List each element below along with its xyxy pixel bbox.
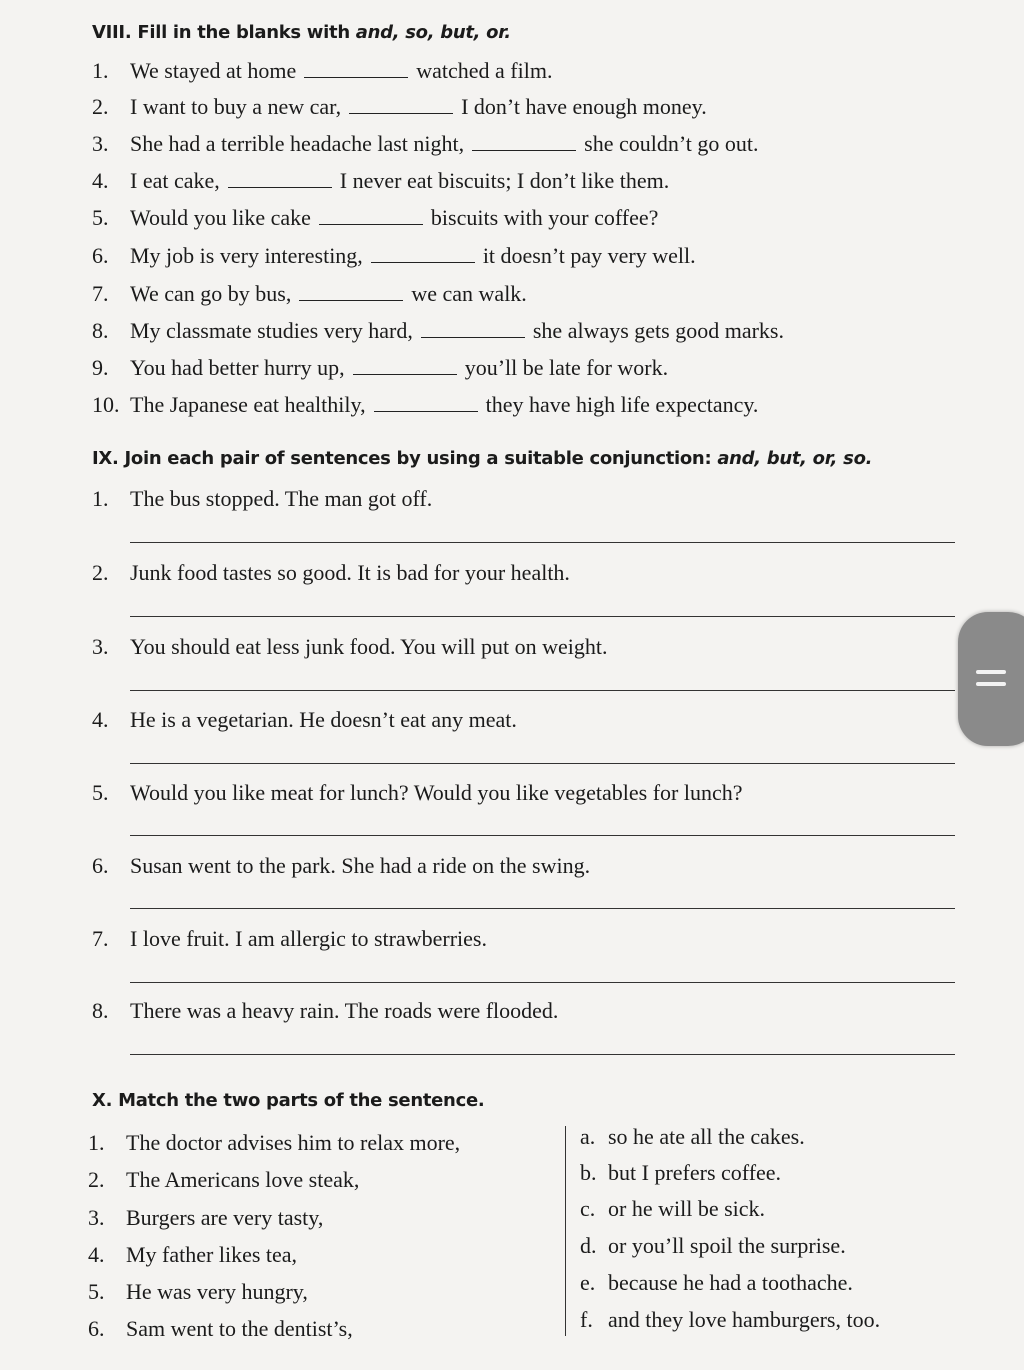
blank-field[interactable] bbox=[472, 132, 576, 151]
item-number: 5. bbox=[88, 1279, 105, 1304]
match-right-item bbox=[580, 1233, 846, 1259]
item-number: 3. bbox=[88, 1205, 105, 1230]
item-text-after: watched a film. bbox=[416, 58, 553, 83]
join-sentence-item bbox=[92, 998, 558, 1024]
fill-blank-item bbox=[92, 355, 668, 381]
join-sentence-item bbox=[92, 780, 743, 806]
item-text-before: I want to buy a new car, bbox=[130, 94, 342, 119]
item-number: 8. bbox=[92, 998, 109, 1023]
column-divider bbox=[565, 1126, 566, 1336]
match-left-item bbox=[88, 1242, 297, 1268]
blank-field[interactable] bbox=[319, 206, 423, 225]
blank-field[interactable] bbox=[371, 244, 475, 263]
answer-line[interactable] bbox=[130, 1054, 955, 1055]
section-8-heading-text: VIII. Fill in the blanks with bbox=[92, 22, 356, 43]
item-letter: f. bbox=[580, 1307, 593, 1332]
answer-line[interactable] bbox=[130, 763, 955, 764]
fill-blank-item bbox=[92, 318, 784, 344]
fill-blank-item bbox=[92, 281, 527, 307]
answer-line[interactable] bbox=[130, 982, 955, 983]
join-sentence-item bbox=[92, 634, 608, 660]
answer-line[interactable] bbox=[130, 542, 955, 543]
item-letter: a. bbox=[580, 1124, 596, 1149]
match-left-item bbox=[88, 1205, 323, 1231]
item-number: 4. bbox=[92, 707, 109, 732]
item-number: 1. bbox=[88, 1130, 105, 1155]
fill-blank-item bbox=[92, 168, 669, 194]
item-text: so he ate all the cakes. bbox=[608, 1124, 805, 1149]
item-text-after: she couldn’t go out. bbox=[584, 131, 759, 156]
item-text: There was a heavy rain. The roads were flooded. bbox=[130, 998, 559, 1023]
item-number: 5. bbox=[92, 780, 109, 805]
item-number: 1. bbox=[92, 58, 109, 83]
item-number: 5. bbox=[92, 205, 109, 230]
item-text-after: it doesn’t pay very well. bbox=[482, 243, 696, 268]
answer-line[interactable] bbox=[130, 616, 955, 617]
join-sentence-item bbox=[92, 560, 570, 586]
section-10-heading: X. Match the two parts of the sentence. bbox=[92, 1090, 485, 1111]
item-text-before: My classmate studies very hard, bbox=[130, 318, 413, 343]
match-right-item bbox=[580, 1124, 805, 1150]
item-text-before: She had a terrible headache last night, bbox=[130, 131, 465, 156]
item-text: or you’ll spoil the surprise. bbox=[608, 1233, 846, 1258]
item-letter: d. bbox=[580, 1233, 597, 1258]
blank-field[interactable] bbox=[349, 95, 453, 114]
item-text-before: My job is very interesting, bbox=[130, 243, 363, 268]
item-text: Junk food tastes so good. It is bad for your health. bbox=[130, 560, 570, 585]
item-number: 10. bbox=[92, 392, 120, 417]
item-text-before: We can go by bus, bbox=[130, 281, 292, 306]
item-number: 7. bbox=[92, 926, 109, 951]
item-text-after: I don’t have enough money. bbox=[461, 94, 707, 119]
item-text: Burgers are very tasty, bbox=[126, 1205, 324, 1230]
join-sentence-item bbox=[92, 853, 590, 879]
item-text-after: they have high life expectancy. bbox=[485, 392, 759, 417]
join-sentence-item bbox=[92, 707, 517, 733]
item-text: Sam went to the dentist’s, bbox=[126, 1316, 353, 1341]
item-number: 6. bbox=[88, 1316, 105, 1341]
item-text-after: biscuits with your coffee? bbox=[430, 205, 659, 230]
item-number: 8. bbox=[92, 318, 109, 343]
item-text-after: we can walk. bbox=[411, 281, 527, 306]
item-text: Would you like meat for lunch? Would you like vegetables for lunch? bbox=[130, 780, 743, 805]
item-text: The bus stopped. The man got off. bbox=[130, 486, 433, 511]
join-sentence-item bbox=[92, 926, 487, 952]
item-text: Susan went to the park. She had a ride on the swing. bbox=[130, 853, 591, 878]
section-9-heading-text: IX. Join each pair of sentences by using a suitable conjunction: bbox=[92, 448, 718, 469]
item-text: The doctor advises him to relax more, bbox=[126, 1130, 461, 1155]
item-number: 2. bbox=[92, 94, 109, 119]
item-letter: e. bbox=[580, 1270, 596, 1295]
item-text: or he will be sick. bbox=[608, 1196, 766, 1221]
item-text: I love fruit. I am allergic to strawberries. bbox=[130, 926, 487, 951]
item-text-before: The Japanese eat healthily, bbox=[130, 392, 366, 417]
match-left-item bbox=[88, 1279, 308, 1305]
item-text: The Americans love steak, bbox=[126, 1167, 360, 1192]
blank-field[interactable] bbox=[374, 393, 478, 412]
item-number: 2. bbox=[88, 1167, 105, 1192]
match-left-item bbox=[88, 1130, 460, 1156]
item-number: 4. bbox=[88, 1242, 105, 1267]
item-text-before: Would you like cake bbox=[130, 205, 311, 230]
item-text: My father likes tea, bbox=[126, 1242, 298, 1267]
handle-grip-line-top bbox=[976, 670, 1006, 674]
blank-field[interactable] bbox=[299, 282, 403, 301]
item-number: 2. bbox=[92, 560, 109, 585]
item-letter: b. bbox=[580, 1160, 597, 1185]
section-8-heading-conjunctions: and, so, but, or. bbox=[355, 22, 511, 43]
fill-blank-item bbox=[92, 392, 758, 418]
handle-grip-line-bottom bbox=[976, 682, 1006, 686]
section-9-heading-conjunctions: and, but, or, so. bbox=[717, 448, 873, 469]
match-right-item bbox=[580, 1196, 765, 1222]
answer-line[interactable] bbox=[130, 908, 955, 909]
match-right-item bbox=[580, 1270, 853, 1296]
item-text-after: she always gets good marks. bbox=[532, 318, 784, 343]
blank-field[interactable] bbox=[353, 356, 457, 375]
side-scroll-handle[interactable] bbox=[958, 612, 1024, 746]
item-text-after: you’ll be late for work. bbox=[464, 355, 669, 380]
section-9-heading bbox=[92, 448, 872, 469]
item-text: and they love hamburgers, too. bbox=[608, 1307, 881, 1332]
match-right-item bbox=[580, 1160, 781, 1186]
item-text-before: We stayed at home bbox=[130, 58, 297, 83]
item-text: but I prefers coffee. bbox=[608, 1160, 782, 1185]
item-number: 7. bbox=[92, 281, 109, 306]
join-sentence-item bbox=[92, 486, 432, 512]
item-number: 3. bbox=[92, 131, 109, 156]
fill-blank-item bbox=[92, 243, 696, 269]
item-text-before: I eat cake, bbox=[130, 168, 220, 193]
item-text: You should eat less junk food. You will put on weight. bbox=[130, 634, 608, 659]
fill-blank-item bbox=[92, 94, 707, 120]
fill-blank-item bbox=[92, 205, 658, 231]
item-text: He is a vegetarian. He doesn’t eat any meat. bbox=[130, 707, 517, 732]
fill-blank-item bbox=[92, 131, 759, 157]
answer-line[interactable] bbox=[130, 835, 955, 836]
item-text-after: I never eat biscuits; I don’t like them. bbox=[339, 168, 670, 193]
answer-line[interactable] bbox=[130, 690, 955, 691]
item-number: 3. bbox=[92, 634, 109, 659]
item-letter: c. bbox=[580, 1196, 596, 1221]
match-left-item bbox=[88, 1167, 359, 1193]
section-8-heading bbox=[92, 22, 511, 43]
item-number: 4. bbox=[92, 168, 109, 193]
match-right-item bbox=[580, 1307, 880, 1333]
item-number: 1. bbox=[92, 486, 109, 511]
item-number: 9. bbox=[92, 355, 109, 380]
item-text: He was very hungry, bbox=[126, 1279, 308, 1304]
item-number: 6. bbox=[92, 853, 109, 878]
match-left-item bbox=[88, 1316, 353, 1342]
item-text: because he had a toothache. bbox=[608, 1270, 853, 1295]
blank-field[interactable] bbox=[421, 319, 525, 338]
blank-field[interactable] bbox=[304, 59, 408, 78]
fill-blank-item bbox=[92, 58, 552, 84]
blank-field[interactable] bbox=[228, 169, 332, 188]
item-number: 6. bbox=[92, 243, 109, 268]
item-text-before: You had better hurry up, bbox=[130, 355, 345, 380]
